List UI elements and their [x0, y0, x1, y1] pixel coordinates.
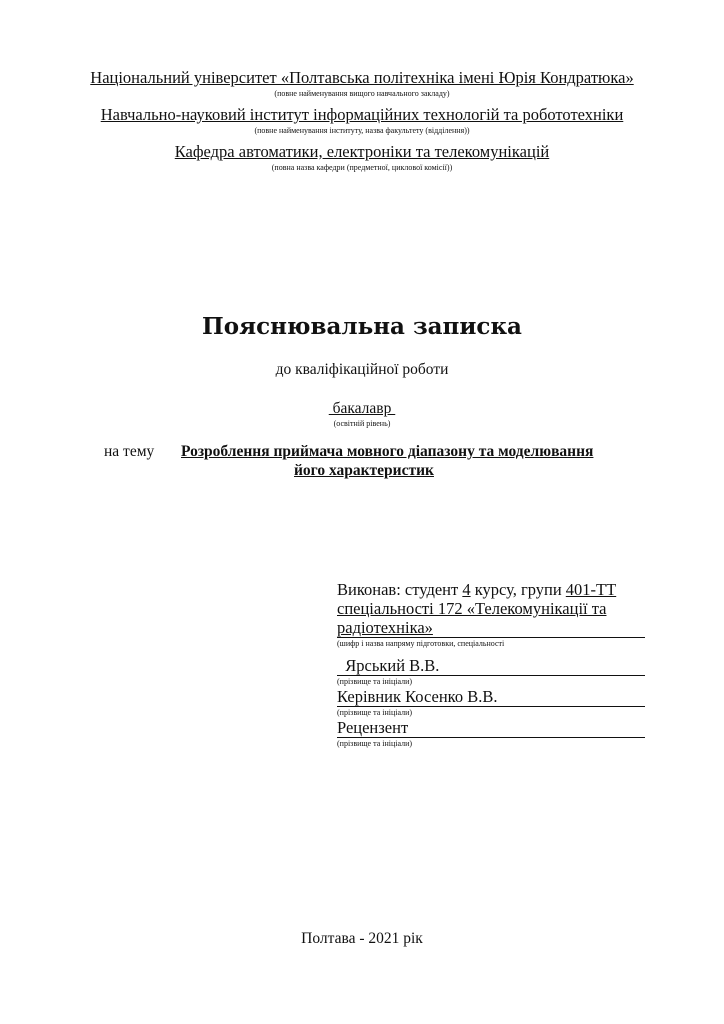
author-line-1 [337, 580, 645, 599]
document-subtitle: до кваліфікаційної роботи [275, 361, 449, 378]
reviewer-name: Рецензент [337, 718, 645, 738]
author-prefix: Виконав: студент [337, 580, 463, 599]
institute-note: (повне найменування інституту, назва факультету (відділення)) [254, 126, 470, 135]
group-value: 401-ТТ [565, 580, 617, 599]
education-level: бакалавр [328, 400, 396, 417]
course-value: 4 [462, 580, 471, 599]
topic-label: на тему [104, 443, 155, 460]
education-level-note: (освітній рівень) [333, 419, 391, 428]
specialty-note: (шифр і назва напряму підготовки, спеціальності [337, 639, 505, 648]
specialty-line-2: радіотехніка» [337, 618, 645, 638]
author-mid: курсу, групи [470, 580, 566, 599]
topic-line-2: його характеристик [294, 462, 434, 479]
author-block [337, 580, 645, 748]
supervisor-name: Керівник Косенко В.В. [337, 687, 645, 707]
place-and-year: Полтава - 2021 рік [301, 930, 423, 947]
student-note: (прізвище та ініціали) [337, 677, 413, 686]
department-name: Кафедра автоматики, електроніки та телекомунікацій [174, 142, 550, 161]
reviewer-note: (прізвище та ініціали) [337, 739, 413, 748]
department-note: (повна назва кафедри (предметної, циклової комісії)) [271, 163, 453, 172]
document-title: Пояснювальна записка [202, 313, 522, 340]
university-name: Національний університет «Полтавська політехніка імені Юрія Кондратюка» [90, 68, 634, 87]
student-name: Ярський В.В. [337, 656, 645, 676]
institute-name: Навчально-науковий інститут інформаційних технологій та робототехніки [100, 105, 624, 124]
specialty-line-1: спеціальності 172 «Телекомунікації та [337, 599, 607, 618]
supervisor-note: (прізвище та ініціали) [337, 708, 413, 717]
topic-line-1: Розроблення приймача мовного діапазону та моделювання [181, 443, 594, 460]
university-note: (повне найменування вищого навчального закладу) [274, 89, 450, 98]
